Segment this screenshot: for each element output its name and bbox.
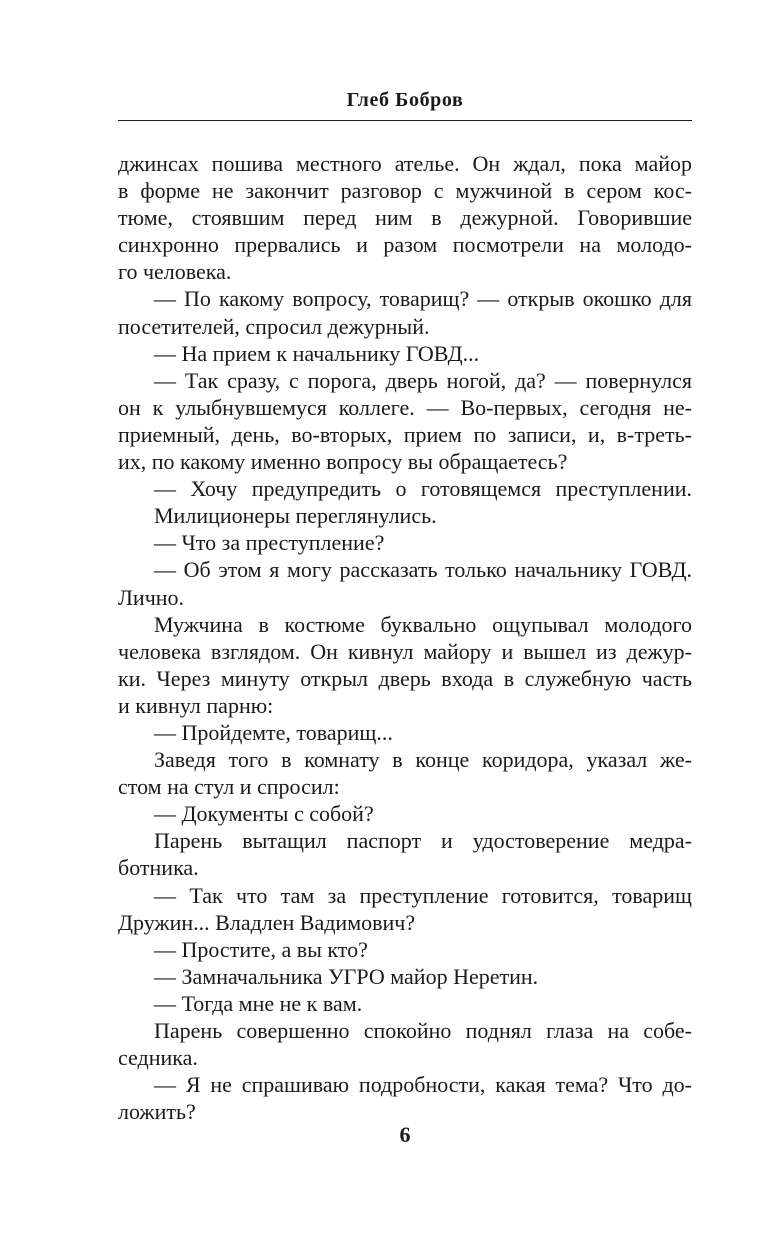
text-line: стом на стул и спросил: xyxy=(118,774,340,800)
text-line: синхронно прервались и разом посмотрели на молодо- xyxy=(118,232,692,258)
text-line: — На прием к начальнику ГОВД... xyxy=(154,340,480,366)
text-line: — Так сразу, с порога, дверь ногой, да? — повернулся xyxy=(154,367,692,393)
header-rule xyxy=(118,120,692,121)
text-line: человека взглядом. Он кивнул майору и вышел из дежур- xyxy=(118,638,692,664)
text-line: ботника. xyxy=(118,855,199,881)
text-line: и кивнул парню: xyxy=(118,692,274,718)
text-line: ки. Через минуту открыл дверь входа в служебную часть xyxy=(118,665,692,691)
text-line: Мужчина в костюме буквально ощупывал молодого xyxy=(154,611,692,637)
text-line: — Замначальника УГРО майор Неретин. xyxy=(154,963,539,989)
page-number: 6 xyxy=(399,1122,411,1147)
text-line: — Хочу предупредить о готовящемся преступлении. xyxy=(154,476,692,502)
text-line: их, по какому именно вопросу вы обращаетесь? xyxy=(118,449,568,475)
text-line: го человека. xyxy=(118,259,232,285)
text-line: седника. xyxy=(118,1045,198,1071)
text-line: посетителей, спросил дежурный. xyxy=(118,313,430,339)
text-line: — Документы с собой? xyxy=(154,801,374,827)
text-line: Парень совершенно спокойно поднял глаза на собе- xyxy=(154,1018,692,1043)
text-line: Лично. xyxy=(118,584,185,610)
text-line: джинсах пошива местного ателье. Он ждал, пока майор xyxy=(118,151,692,176)
text-line: Дружин... Владлен Вадимович? xyxy=(118,909,416,935)
text-line: Милиционеры переглянулись. xyxy=(154,503,437,529)
text-line: приемный, день, во-вторых, прием по записи, и, в-треть- xyxy=(118,421,692,447)
text-line: — Так что там за преступление готовится, товарищ xyxy=(154,882,692,908)
text-line: — Пройдемте, товарищ... xyxy=(154,719,393,745)
text-line: — Я не спрашиваю подробности, какая тема? Что до- xyxy=(154,1072,692,1098)
text-line: ложить? xyxy=(118,1099,196,1125)
running-header-author: Глеб Бобров xyxy=(346,89,464,111)
text-line: — Об этом я могу рассказать только начальнику ГОВД. xyxy=(154,557,692,583)
text-line: он к улыбнувшемуся коллеге. — Во-первых, сегодня не- xyxy=(118,394,692,420)
text-line: Заведя того в комнату в конце коридора, указал же- xyxy=(154,747,692,773)
text-line: Парень вытащил паспорт и удостоверение медра- xyxy=(154,828,692,854)
text-line: — Что за преступление? xyxy=(154,530,385,556)
text-line: — Простите, а вы кто? xyxy=(154,936,368,962)
text-line: тюме, стоявшим перед ним в дежурной. Говорившие xyxy=(118,205,692,231)
text-line: — По какому вопросу, товарищ? — открыв окошко для xyxy=(154,286,692,312)
text-line: в форме не закончит разговор с мужчиной в сером кос- xyxy=(118,178,692,204)
text-line: — Тогда мне не к вам. xyxy=(154,990,363,1016)
page-body-text xyxy=(118,150,692,1125)
